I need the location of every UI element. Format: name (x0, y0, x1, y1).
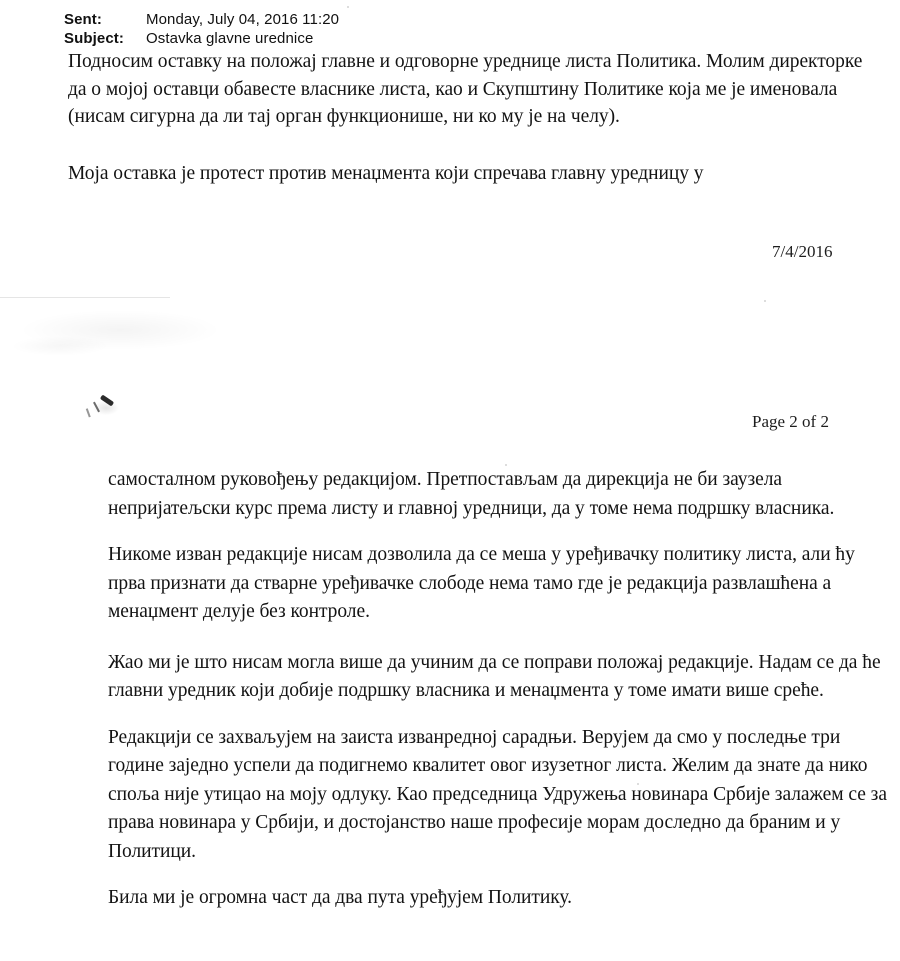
scanned-page-one (0, 0, 900, 300)
page-one-paragraph-1: Подносим оставку на положај главне и одговорне уреднице листа Политика. Молим директорке да о мојој оставци обавесте власнике листа, као и Скупштину Политике која ме је именовала (нисам сигурна да ли тај орган функционише, ни ко му је на челу). (68, 51, 863, 127)
page-two-body (108, 466, 888, 913)
page-two-paragraph-2: Никоме изван редакције нисам дозволила да се меша у уређивачку политику листа, али ћу прва признати да стварне уређивачке слободе нема тамо где је редакција развлашћена а менаџмент делује без контроле. (108, 544, 855, 622)
page-two-paragraph-4: Редакцији се захваљујем на заиста изванредној сарадњи. Верујем да смо у последње три године заједно успели да подигнемо квалитет овог изузетног листа. Желим да знате да нико споља није утицао на моју одлуку. Као председница Удружења новинара Србије залажем се за права новинара у Србији, и достојанство наше професије морам доследно да браним и у Политици. (108, 726, 887, 862)
page-one-date: 7/4/2016 (772, 242, 833, 261)
email-sent-value: Monday, July 04, 2016 11:20 (146, 11, 340, 28)
page-one-paragraph-2: Моја оставка је протест против менаџмента који спречава главну уредницу у (68, 163, 704, 184)
email-sent-label: Sent: (64, 11, 102, 28)
page-two-paragraph-5: Била ми је огромна част да два пута уређујем Политику. (108, 887, 572, 908)
email-subject-label: Subject: (64, 30, 124, 47)
page-two-page-number: Page 2 of 2 (752, 412, 829, 431)
email-subject-row (64, 28, 313, 49)
page-two-paragraph-3: Жао ми је што нисам могла више да учиним да се поправи положај редакције. Надам се да ће главни уредник који добије подршку власника и менаџмента у томе имати више среће. (108, 651, 881, 701)
page-two-paragraph-1: самосталном руковођењу редакцијом. Претпостављам да дирекција не би заузела непријатељски курс према листу и главној уредници, да у томе нема подршку власника. (108, 469, 835, 519)
email-subject-value: Ostavka glavne urednice (146, 30, 314, 47)
email-sent-row (64, 9, 339, 30)
